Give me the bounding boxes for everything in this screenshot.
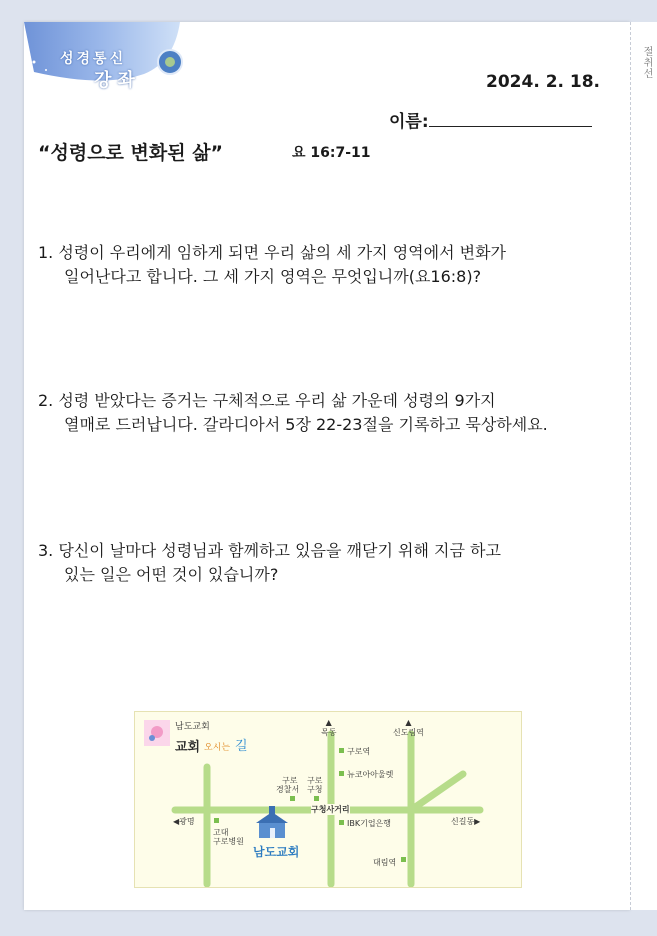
tear-off-strip [630,22,657,910]
map-church-small: 남도교회 [175,722,210,732]
hospital-marker [214,818,219,823]
logo-title-top: 성경통신 [60,51,127,67]
label-mokdong: ▲ 목동 [321,718,337,737]
question-1-line-2: 일어난다고 합니다. 그 세 가지 영역은 무엇입니까(요16:8)? [64,267,482,286]
label-singildong: 신길동▶ [451,817,481,826]
map-title-church: 교회 [175,740,201,755]
district-office-marker [314,796,319,801]
label-hospital-1: 고대 [213,828,229,837]
police-marker [290,796,295,801]
question-3-line-1: 3. 당신이 날마다 성령님과 함께하고 있음을 깨닫기 위해 지금 하고 [38,541,501,560]
question-2-line-1: 2. 성령 받았다는 증거는 구체적으로 우리 삶 가운데 성령의 9가지 [38,391,496,410]
label-office-2: 구청 [307,785,323,794]
scripture-reference: 요 16:7-11 [292,145,371,161]
label-sindorim: ▲ 신도림역 [393,718,424,737]
map-decoration-icon [144,720,170,746]
label-police-2: 경찰서 [276,785,300,794]
map-title-road: 길 [235,739,248,754]
daerim-marker [401,857,406,862]
sermon-title: “성령으로 변화된 삶” [38,142,224,164]
label-church: 남도교회 [253,845,300,859]
label-hospital-2: 구로병원 [213,837,244,846]
guro-station-marker [339,748,344,753]
label-daerim: 대림역 [373,858,397,867]
name-blank-field[interactable] [429,126,592,127]
question-2-line-2: 열매로 드러납니다. 갈라디아서 5장 22-23절을 기록하고 묵상하세요. [64,415,548,434]
ibk-marker [339,820,344,825]
map-title-coming: 오시는 [204,743,231,753]
question-2 [38,389,608,437]
question-3-line-2: 있는 일은 어떤 것이 있습니까? [64,565,279,584]
name-label: 이름: [389,112,429,132]
church-directions-map [134,711,522,888]
cut-line-label: 절취선 [641,46,652,79]
label-gwangmyeong: ◀광명 [173,817,195,826]
question-3 [38,539,608,587]
course-logo [24,22,184,91]
label-ibk: IBK기업은행 [347,819,392,828]
label-guro-station: 구로역 [347,747,371,756]
label-sageori: 구청사거리 [311,805,350,814]
label-police-1: 구로 [282,776,298,785]
question-1 [38,241,608,289]
question-1-line-1: 1. 성령이 우리에게 임하게 되면 우리 삶의 세 가지 영역에서 변화가 [38,243,506,262]
logo-title-bottom: 강좌 [94,70,141,91]
label-newcore: 뉴코아아울렛 [347,770,394,779]
newcore-marker [339,771,344,776]
worksheet-date: 2024. 2. 18. [486,72,601,92]
label-office-1: 구로 [307,776,323,785]
